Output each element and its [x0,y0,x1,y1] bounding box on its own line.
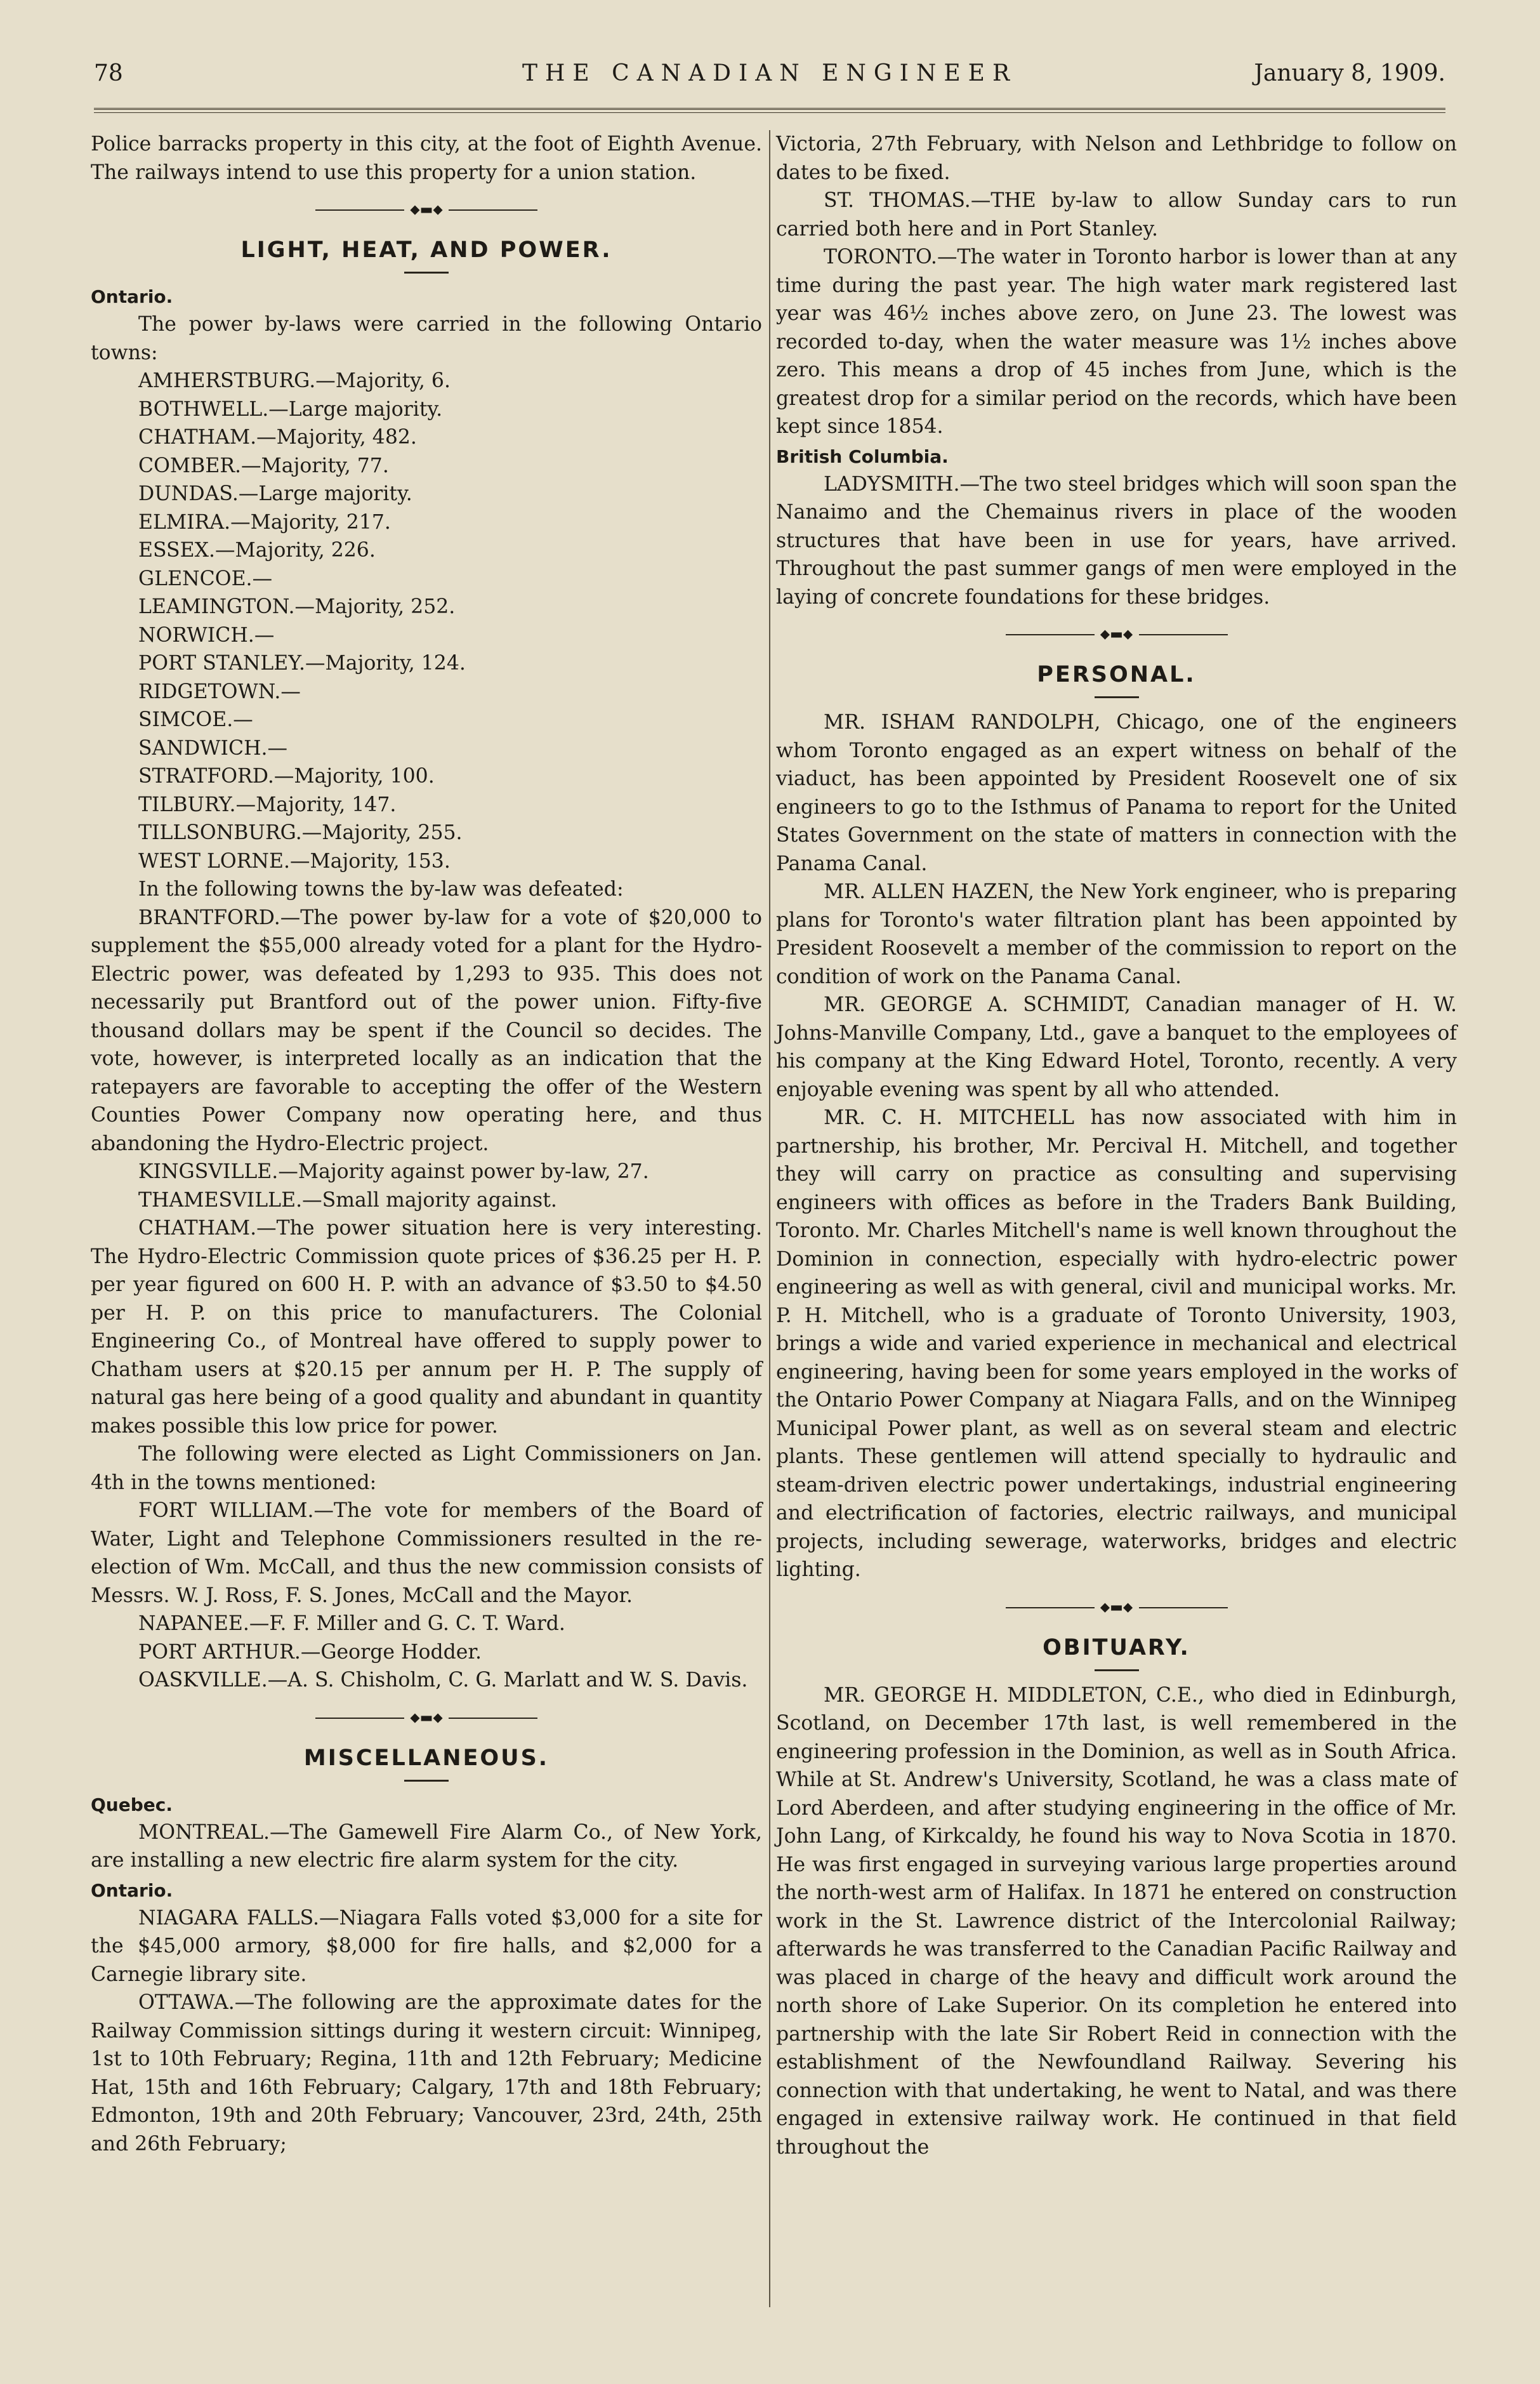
section-heading-obituary: OBITUARY. [1043,1634,1190,1660]
thamesville-paragraph: THAMESVILLE.—Small majority against. [138,1188,557,1212]
header-rule [94,108,1445,113]
hazen-paragraph: MR. ALLEN HAZEN, the New York engineer, who is preparing plans for Toronto's water filtration plant has been appointed by President Roosevelt a member of the commission to report on the condition of work on the Panama Canal. [776,880,1457,988]
town-item: CHATHAM.—Majority, 482. [138,426,417,449]
town-item: TILBURY.—Majority, 147. [138,793,397,816]
issue-date: January 8, 1909. [1254,60,1445,86]
town-item: GLENCOE.— [138,567,273,590]
st-thomas-paragraph: ST. THOMAS.—THE by-law to allow Sunday cars to run carried both here and in Port Stanley. [776,189,1457,241]
intro-paragraph: Police barracks property in this city, at the foot of Eighth Avenue. The railways intend to use this property for a union station. [91,133,762,184]
left-column [91,130,762,2158]
fort-william-paragraph: FORT WILLIAM.—The vote for members of the Board of Water, Light and Telephone Commissioners resulted in the re-election of Wm. McCall, and thus the new commission consists of Messrs. W. J. Ross, F. S. Jones, McCall and the Mayor. [91,1499,762,1607]
town-item: PORT STANLEY.—Majority, 124. [138,652,466,675]
section-ornament: ⬥▬⬥ [1006,625,1228,644]
toronto-paragraph: TORONTO.—The water in Toronto harbor is lower than at any time during the past year. The high water mark registered last year was 46½ inches above zero, on June 23. The lowest was recorded to-day, when the water measure was 1½ inches above zero. This means a drop of 45 inches from June, which is the greatest drop for a similar period on the records, which have been kept since 1854. [776,246,1457,438]
town-item: ESSEX.—Majority, 226. [138,539,376,562]
ottawa-continued: Victoria, 27th February, with Nelson and Lethbridge to follow on dates to be fixed. [776,133,1457,184]
brantford-paragraph: BRANTFORD.—The power by-law for a vote of $20,000 to supplement the $55,000 already voted for a plant for the Hydro-Electric power, was defeated by 1,293 to 935. This does not necessarily put Brantford out of the power union. Fifty-five thousand dollars may be spent if the Council so decides. The vote, however, is interpreted locally as an indication that the ratepayers are favorable to accepting the offer of the Western Counties Power Company now operating here, and thus abandoning the Hydro-Electric project. [91,906,762,1155]
carried-intro: The power by-laws were carried in the following Ontario towns: [91,313,762,364]
province-label-ontario: Ontario. [91,286,173,307]
page-number: 78 [94,60,123,86]
section-heading-light-heat-power: LIGHT, HEAT, AND POWER. [240,237,612,263]
page-header [94,60,1445,98]
montreal-paragraph: MONTREAL.—The Gamewell Fire Alarm Co., of New York, are installing a new electric fire alarm system for the city. [91,1820,762,1872]
heading-rule [404,1780,449,1782]
town-item: TILLSONBURG.—Majority, 255. [138,821,463,844]
town-item: BOTHWELL.—Large majority. [138,397,443,421]
heading-rule [1095,1669,1139,1671]
town-item: DUNDAS.—Large majority. [138,482,412,505]
niagara-paragraph: NIAGARA FALLS.—Niagara Falls voted $3,000 for a site for the $45,000 armory, $8,000 for fire halls, and $2,000 for a Carnegie library site. [91,1906,762,1986]
right-column [776,130,1457,2161]
ladysmith-paragraph: LADYSMITH.—The two steel bridges which will soon span the Nanaimo and the Chemainus rivers in place of the wooden structures that have been in use for years, have arrived. Throughout the past summer gangs of men were employed in the laying of concrete foundations for these bridges. [776,472,1457,609]
town-item: LEAMINGTON.—Majority, 252. [138,595,456,618]
section-ornament: ⬥▬⬥ [315,201,537,220]
town-item: WEST LORNE.—Majority, 153. [138,849,451,873]
port-arthur-paragraph: PORT ARTHUR.—George Hodder. [138,1640,482,1664]
section-heading-personal: PERSONAL. [1037,662,1196,687]
province-label-british-columbia: British Columbia. [776,446,949,467]
oakville-paragraph: OASKVILLE.—A. S. Chisholm, C. G. Marlatt and W. S. Davis. [138,1669,748,1692]
town-item: SIMCOE.— [138,708,253,731]
ottawa-paragraph: OTTAWA.—The following are the approximate dates for the Railway Commission sittings during it western circuit: Winnipeg, 1st to 10th February; Regina, 11th and 12th February; Medicine Hat, 15th and 16th February; Calgary, 17th and 18th February; Edmonton, 19th and 20th February; Vancouver, 23rd, 24th, 25th and 26th February; [91,1991,762,2156]
schmidt-paragraph: MR. GEORGE A. SCHMIDT, Canadian manager of H. W. Johns-Manville Company, Ltd., gave a banquet to the employees of his company at the King Edward Hotel, Toronto, recently. A very enjoyable evening was spent by all who attended. [776,993,1457,1101]
elected-intro: The following were elected as Light Commissioners on Jan. 4th in the towns mentioned: [91,1443,762,1494]
mitchell-paragraph: MR. C. H. MITCHELL has now associated with him in partnership, his brother, Mr. Percival H. Mitchell, and together they will carry on practice as consulting and supervising engineers with offices as before in the Traders Bank Building, Toronto. Mr. Charles Mitchell's name is well known throughout the Dominion in connection, especially with hydro-electric power engineering as well as with general, civil and municipal works. Mr. P. H. Mitchell, who is a graduate of Toronto University, 1903, brings a wide and varied experience in mechanical and electrical engineering, having been for some years employed in the works of the Ontario Power Company at Niagara Falls, and on the Winnipeg Municipal Power plant, as well as on several steam and electric plants. These gentlemen will attend specially to hydraulic and steam-driven electric power undertakings, industrial engineering and electrification of factories, electric railways, and municipal projects, including sewerage, waterworks, bridges and electric lighting. [776,1106,1457,1581]
heading-rule [1095,696,1139,698]
town-item: ELMIRA.—Majority, 217. [138,510,391,534]
section-heading-miscellaneous: MISCELLANEOUS. [303,1745,550,1771]
kingsville-paragraph: KINGSVILLE.—Majority against power by-law, 27. [138,1160,649,1183]
section-ornament: ⬥▬⬥ [1006,1598,1228,1617]
town-item: COMBER.—Majority, 77. [138,454,389,477]
journal-title: THE CANADIAN ENGINEER [522,60,1018,86]
chatham-paragraph: CHATHAM.—The power situation here is very interesting. The Hydro-Electric Commission quote prices of $36.25 per H. P. per year figured on 600 H. P. with an advance of $3.50 to $4.50 per H. P. on this price to manufacturers. The Colonial Engineering Co., of Montreal have offered to supply power to Chatham users at $20.15 per annum per H. P. The supply of natural gas here being of a good quality and abundant in quantity makes possible this low price for power. [91,1217,762,1438]
defeated-intro: In the following towns the by-law was defeated: [138,878,624,901]
section-ornament: ⬥▬⬥ [315,1709,537,1728]
province-label-ontario: Ontario. [91,1879,173,1901]
middleton-paragraph: MR. GEORGE H. MIDDLETON, C.E., who died in Edinburgh, Scotland, on December 17th last, is well remembered in the engineering profession in the Dominion, as well as in South Africa. While at St. Andrew's University, Scotland, he was a class mate of Lord Aberdeen, and after studying engineering in the office of Mr. John Lang, of Kirkcaldy, he found his way to Nova Scotia in 1870. He was first engaged in surveying various large properties around the north-west arm of Halifax. In 1871 he entered on construction work in the St. Lawrence district of the Intercolonial Railway; afterwards he was transferred to the Canadian Pacific Railway and was placed in charge of the heavy and difficult work around the north shore of Lake Superior. On its completion he entered into partnership with the late Sir Robert Reid in connection with the establishment of the Newfoundland Railway. Severing his connection with that undertaking, he went to Natal, and was there engaged in extensive railway work. He continued in that field throughout the [776,1683,1457,2159]
heading-rule [404,272,449,274]
town-item: STRATFORD.—Majority, 100. [138,765,435,788]
napanee-paragraph: NAPANEE.—F. F. Miller and G. C. T. Ward. [138,1612,565,1635]
town-item: RIDGETOWN.— [138,680,301,703]
town-item: AMHERSTBURG.—Majority, 6. [138,369,451,392]
town-item: NORWICH.— [138,623,275,647]
column-divider [769,130,770,2307]
randolph-paragraph: MR. ISHAM RANDOLPH, Chicago, one of the engineers whom Toronto engaged as an expert witness on behalf of the viaduct, has been appointed by President Roosevelt one of six engineers to go to the Isthmus of Panama to report for the United States Government on the state of matters in connection with the Panama Canal. [776,711,1457,875]
town-item: SANDWICH.— [138,736,288,760]
province-label-quebec: Quebec. [91,1794,173,1815]
